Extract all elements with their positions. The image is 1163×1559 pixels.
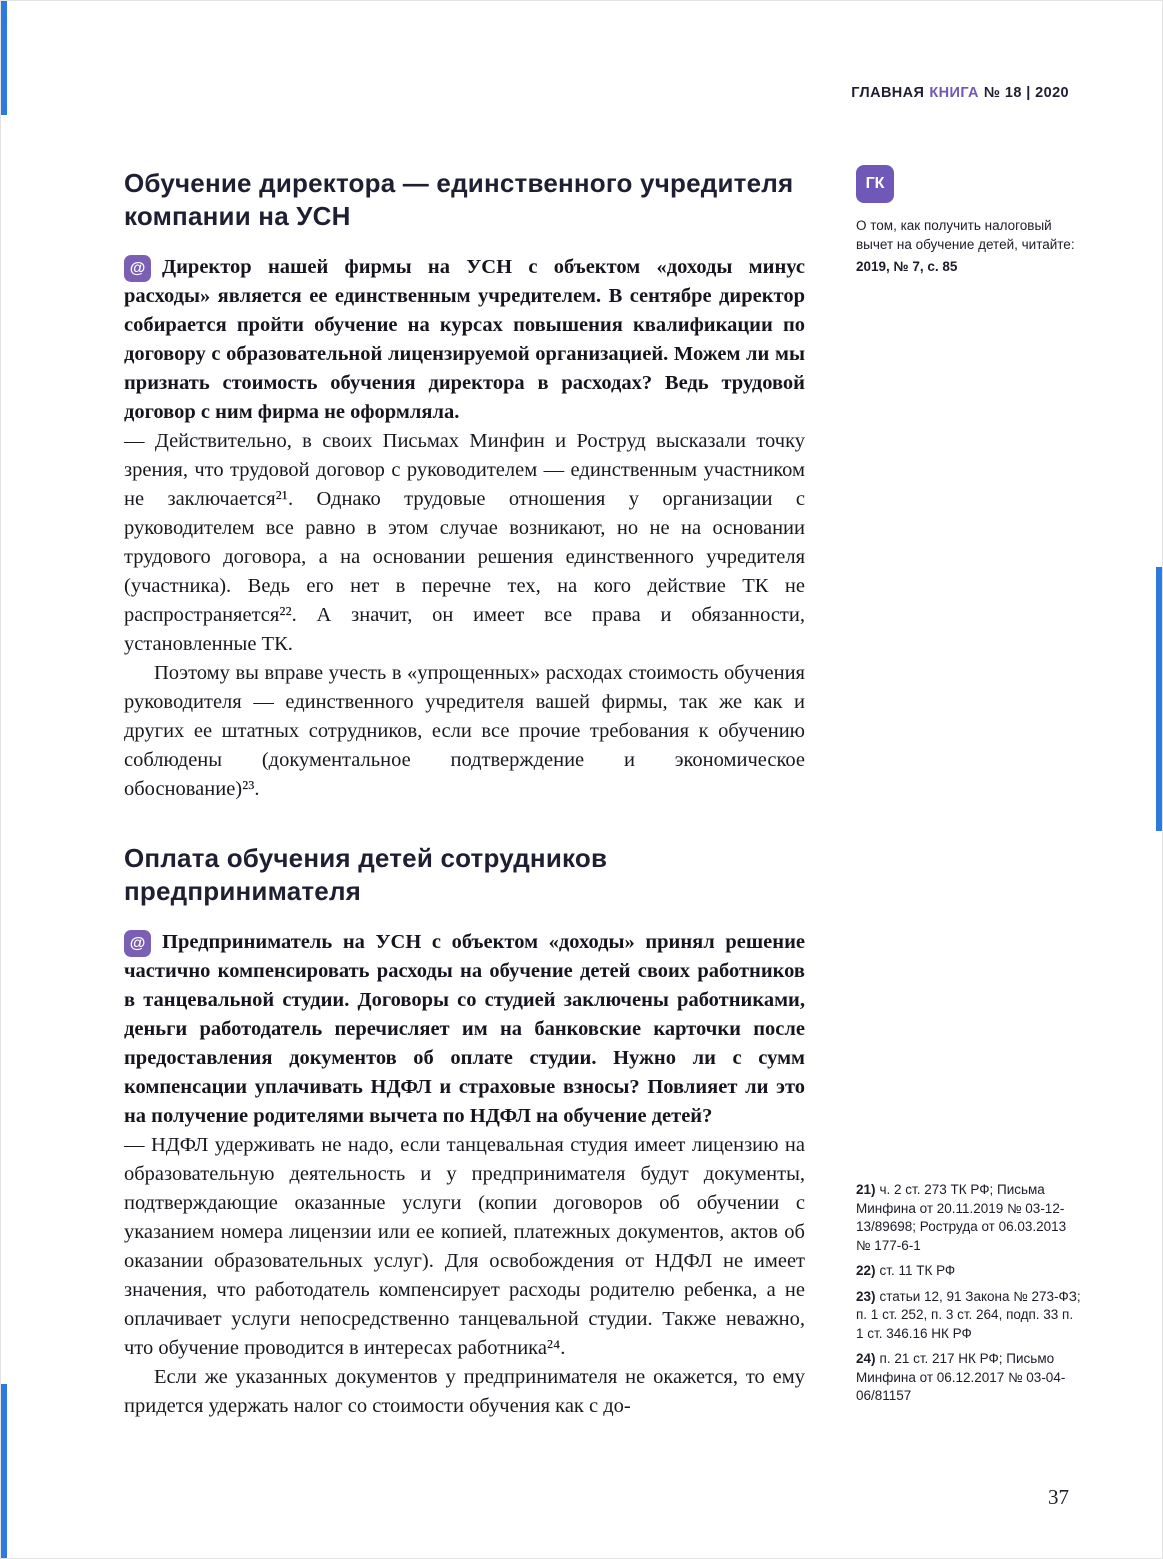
footnote-24 <box>856 1350 1081 1406</box>
footnote-text: ч. 2 ст. 273 ТК РФ; Письма Минфина от 20.11.2019 № 03-12-13/89698; Роструда от 06.03.2013 № 177-6-1 <box>856 1182 1067 1253</box>
sidebar-reference-block <box>856 165 1078 276</box>
footnote-text: п. 21 ст. 217 НК РФ; Письмо Минфина от 06.12.2017 № 03-04-06/81157 <box>856 1351 1066 1403</box>
article2-answer-paragraph-1: — НДФЛ удерживать не надо, если танцевальная студия имеет лицензию на образовательную деятельность и у предпринимателя будут документы, подтверждающие оказанные услуги (копии договоров об обучении с указанием номера лицензии или ее копией, платежных документов, актов об оказании образовательных услуг). Для освобождения от НДФЛ не имеет значения, что работодатель компенсирует расходы родителю ребенка, а не оплачивает услуги непосредственно танцевальной студии. Также неважно, что обучение проводится в интересах работника²⁴. <box>124 1134 805 1359</box>
decorative-blue-rule-right <box>1156 567 1162 831</box>
page-number: 37 <box>1048 1485 1069 1509</box>
masthead-issue: № 18 | 2020 <box>983 85 1069 101</box>
article2-question-text: Предприниматель на УСН с объектом «доходы» принял решение частично компенсировать расходы на обучение детей своих работников в танцевальной студии. Договоры со студией заключены работниками, деньги работодатель перечисляет им на банковские карточки после предоставления документов об оплате студии. Нужно ли с сумм компенсации уплачивать НДФЛ и страховые взносы? Повлияет ли это на получение родителями вычета по НДФЛ на обучение детей? <box>124 931 805 1127</box>
footnote-23 <box>856 1288 1081 1344</box>
article2-title: Оплата обучения детей сотрудников предпринимателя <box>124 843 608 906</box>
article1-question-text: Директор нашей фирмы на УСН с объектом «доходы минус расходы» является ее единственным учредителем. В сентябре директор собирается пройти обучение на курсах повышения квалификации по договору с образовательной лицензируемой организацией. Можем ли мы признать стоимость обучения директора в расходах? Ведь трудовой договор с ним фирма не оформляла. <box>124 256 805 423</box>
article2-answer-paragraph-2: Если же указанных документов у предпринимателя не окажется, то ему придется удержать налог со стоимости обучения как с до- <box>124 1366 805 1417</box>
decorative-blue-rule-bottom-left <box>1 1384 7 1559</box>
footnote-number: 24) <box>856 1351 876 1366</box>
footnote-text: ст. 11 ТК РФ <box>879 1263 956 1278</box>
article1-answer-paragraph-1: — Действительно, в своих Письмах Минфин и Роструд высказали точку зрения, что трудовой договор с руководителем — единственным участником не заключается²¹. Однако трудовые отношения у организации с руководителем все равно в этом случае возникают, но не на основании трудового договора, а на основании решения единственного учредителя (участника). Ведь его нет в перечне тех, на кого действие ТК не распространяется²². А значит, он имеет все права и обязанности, установленные ТК. <box>124 430 805 655</box>
footnote-text: статьи 12, 91 Закона № 273-ФЗ; п. 1 ст. 252, п. 3 ст. 264, подп. 33 п. 1 ст. 346.16 НК РФ <box>856 1288 1081 1341</box>
article2-question <box>124 928 805 1131</box>
sidebar-note: О том, как получить налоговый вычет на обучение детей, читайте: <box>856 218 1075 252</box>
reader-question-icon: @ <box>124 255 151 282</box>
reader-question-icon: @ <box>124 930 151 957</box>
masthead-brand-part2: КНИГА <box>929 85 979 101</box>
footnote-21 <box>856 1181 1081 1255</box>
footnote-number: 21) <box>856 1182 876 1197</box>
masthead <box>851 85 1069 101</box>
article1-title: Обучение директора — единственного учредителя компании на УСН <box>124 168 794 231</box>
footnotes-block <box>856 1181 1081 1413</box>
sidebar-note-reference: 2019, № 7, с. 85 <box>856 259 958 274</box>
main-text-column <box>124 167 805 1421</box>
masthead-brand-part1: ГЛАВНАЯ <box>851 85 925 101</box>
decorative-blue-rule-top-left <box>1 1 7 115</box>
footnote-number: 22) <box>856 1263 876 1278</box>
article1-answer-paragraph-2: Поэтому вы вправе учесть в «упрощенных» расходах стоимость обучения руководителя — единственного учредителя вашей фирмы, так же как и других ее штатных сотрудников, если все прочие требования к обучению соблюдены (документальное подтверждение и экономическое обоснование)²³. <box>124 662 805 800</box>
footnote-number: 23) <box>856 1288 876 1304</box>
article1-question <box>124 253 805 427</box>
gk-magazine-logo-icon: ГК <box>856 165 894 203</box>
footnote-22 <box>856 1262 1081 1281</box>
